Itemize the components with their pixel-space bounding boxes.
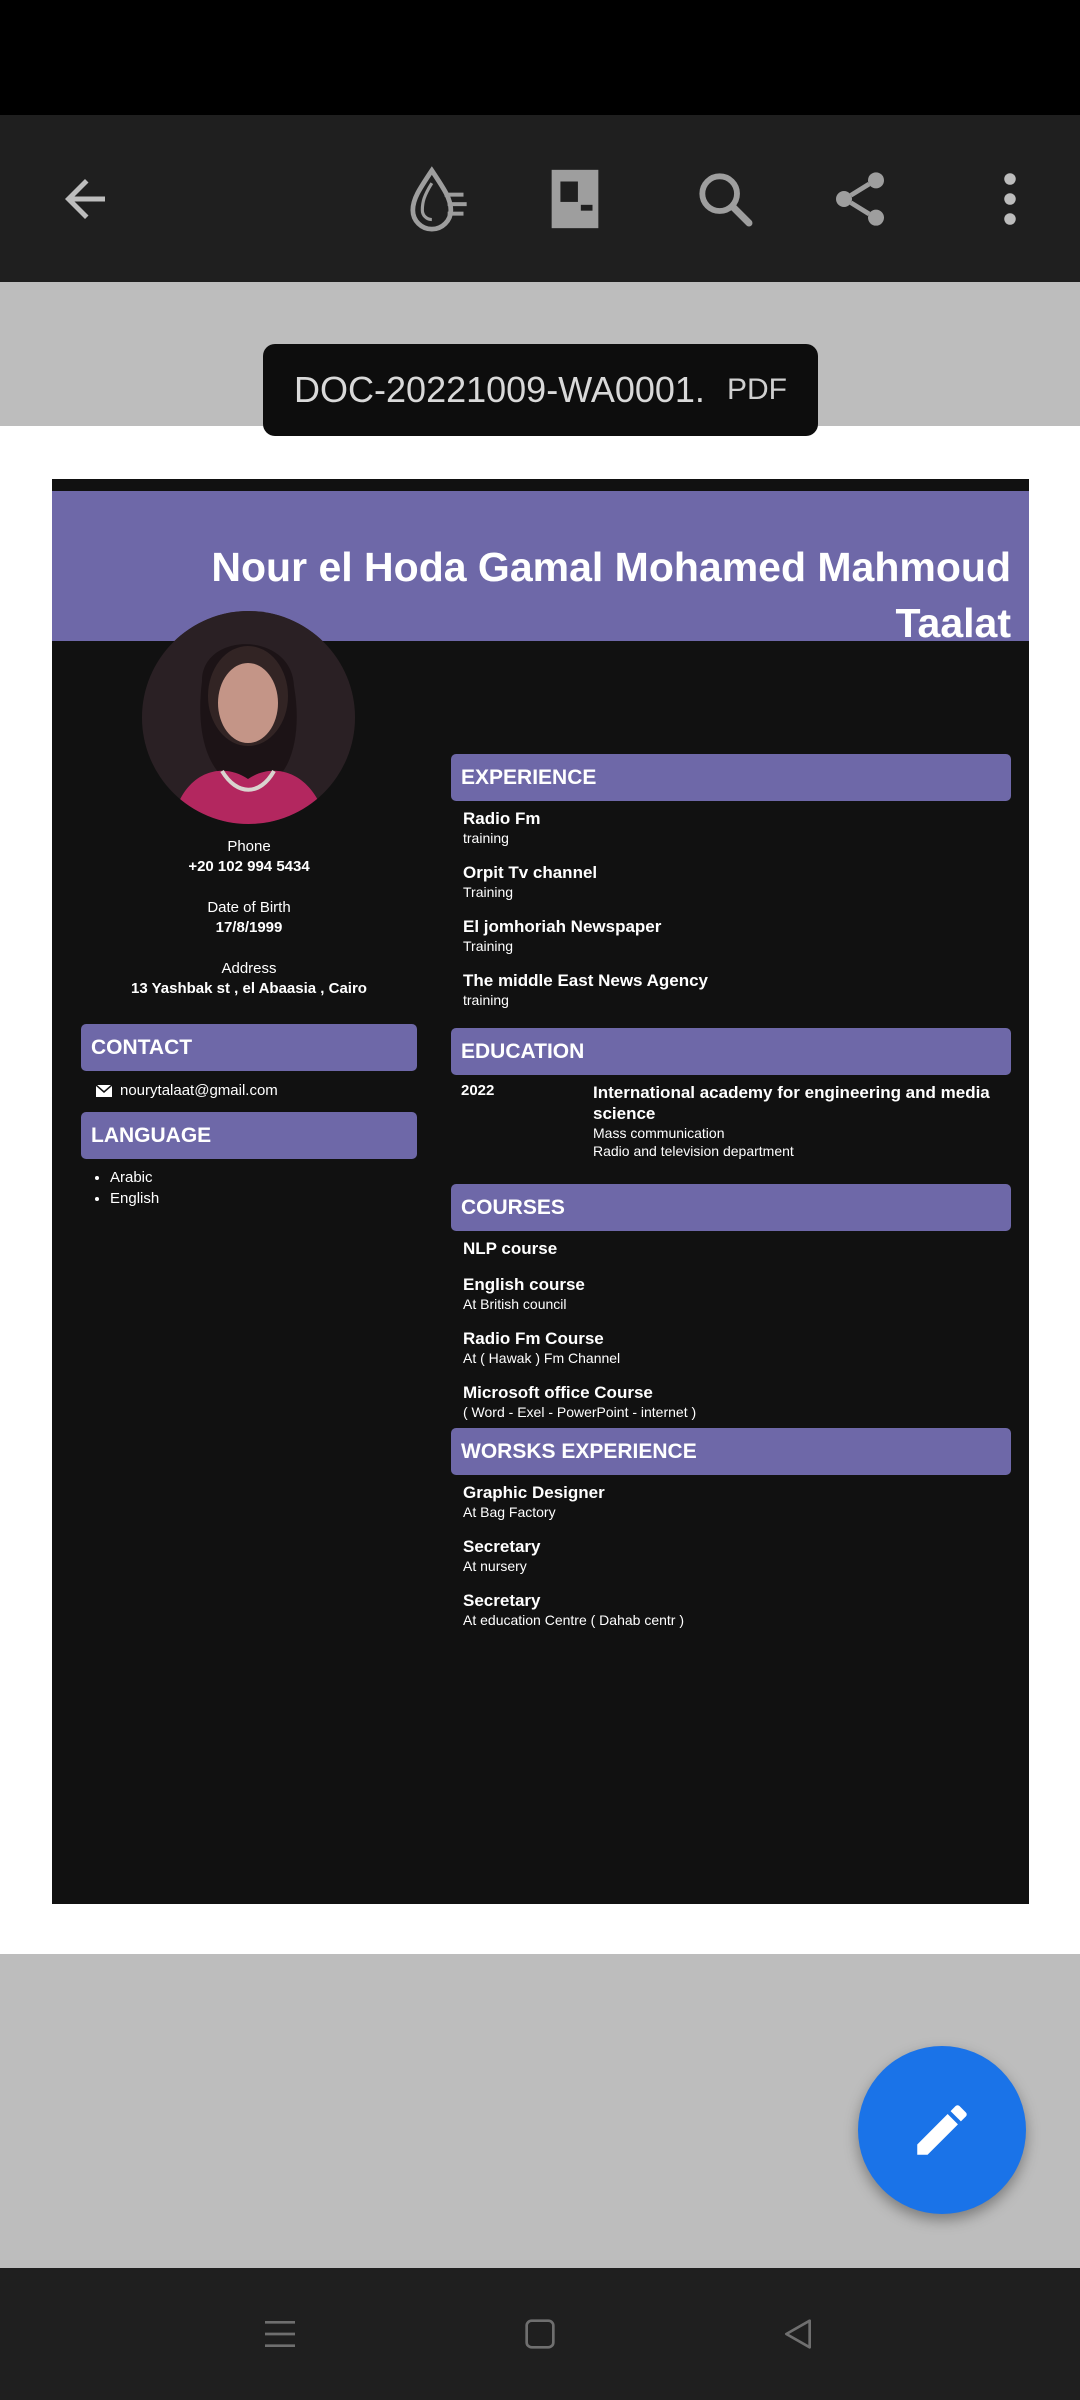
works-experience-heading: WORSKS EXPERIENCE [451,1428,1011,1475]
search-button[interactable] [680,115,770,282]
list-item: Radio Fm training [463,809,541,846]
address-value: 13 Yashbak st , el Abaasia , Cairo [131,980,367,997]
list-item: Radio Fm Course At ( Hawak ) Fm Channel [463,1329,621,1366]
ink-mode-button[interactable] [390,115,480,282]
email-line [96,1082,278,1099]
education-line2: Radio and television department [593,1143,794,1159]
app-toolbar [0,115,1080,282]
education-year: 2022 [461,1082,495,1099]
list-item: El jomhoriah Newspaper Training [463,917,662,954]
pencil-icon [909,2097,975,2163]
share-button[interactable] [815,115,905,282]
education-line1: Mass communication [593,1125,725,1141]
profile-photo [142,611,355,824]
status-bar [0,0,1080,115]
address-label: Address [221,960,277,977]
ink-drop-icon [397,161,473,237]
contact-heading: CONTACT [81,1024,417,1071]
list-item: English course At British council [463,1275,585,1312]
phone-label: Phone [227,838,271,855]
list-item: Orpit Tv channel Training [463,863,598,900]
file-extension: PDF [726,373,787,406]
courses-heading: COURSES [451,1184,1011,1231]
candidate-name: Nour el Hoda Gamal Mohamed Mahmoud Taalat [211,544,1011,646]
list-item: Secretary At nursery [463,1537,541,1574]
more-options-button[interactable] [970,115,1050,282]
education-heading: EDUCATION [451,1028,1011,1075]
arrow-left-icon [55,169,115,229]
share-icon [828,167,892,231]
list-item: • Arabic [110,1167,159,1188]
experience-heading: EXPERIENCE [451,754,1011,801]
dob-value: 17/8/1999 [215,919,283,936]
file-name: DOC-20221009-WA0001. [294,369,705,410]
filename-toast [263,344,818,436]
list-item: • English [110,1188,159,1209]
home-button[interactable] [500,2268,580,2400]
experience-list [463,808,708,1024]
system-nav-bar [0,2268,1080,2400]
personal-info [52,837,446,1020]
language-list [82,1167,159,1209]
more-vert-icon [1000,169,1020,229]
dob-label: Date of Birth [207,899,291,916]
edit-fab-button[interactable] [858,2046,1026,2214]
back-button[interactable] [40,115,130,282]
list-item: NLP course [463,1239,558,1258]
resume-document[interactable] [52,479,1029,1904]
works-list [463,1482,684,1644]
language-heading: LANGUAGE [81,1112,417,1159]
list-item: Graphic Designer At Bag Factory [463,1483,605,1520]
page-layout-icon [545,164,605,234]
education-school: International academy for engineering and media science [593,1083,990,1123]
phone-value: +20 102 994 5434 [188,858,310,875]
courses-list [463,1238,696,1436]
triangle-back-icon [778,2314,818,2354]
back-nav-button[interactable] [758,2268,838,2400]
list-item: Microsoft office Course ( Word - Exel - PowerPoint - internet ) [463,1383,697,1420]
list-item: The middle East News Agency training [463,971,708,1008]
search-icon [693,167,757,231]
envelope-icon [96,1085,112,1097]
menu-lines-icon [260,2314,300,2354]
square-icon [520,2314,560,2354]
recents-button[interactable] [240,2268,320,2400]
email-text: nourytalaat@gmail.com [120,1082,278,1099]
list-item: Secretary At education Centre ( Dahab centr ) [463,1591,685,1628]
page-view-button[interactable] [530,115,620,282]
